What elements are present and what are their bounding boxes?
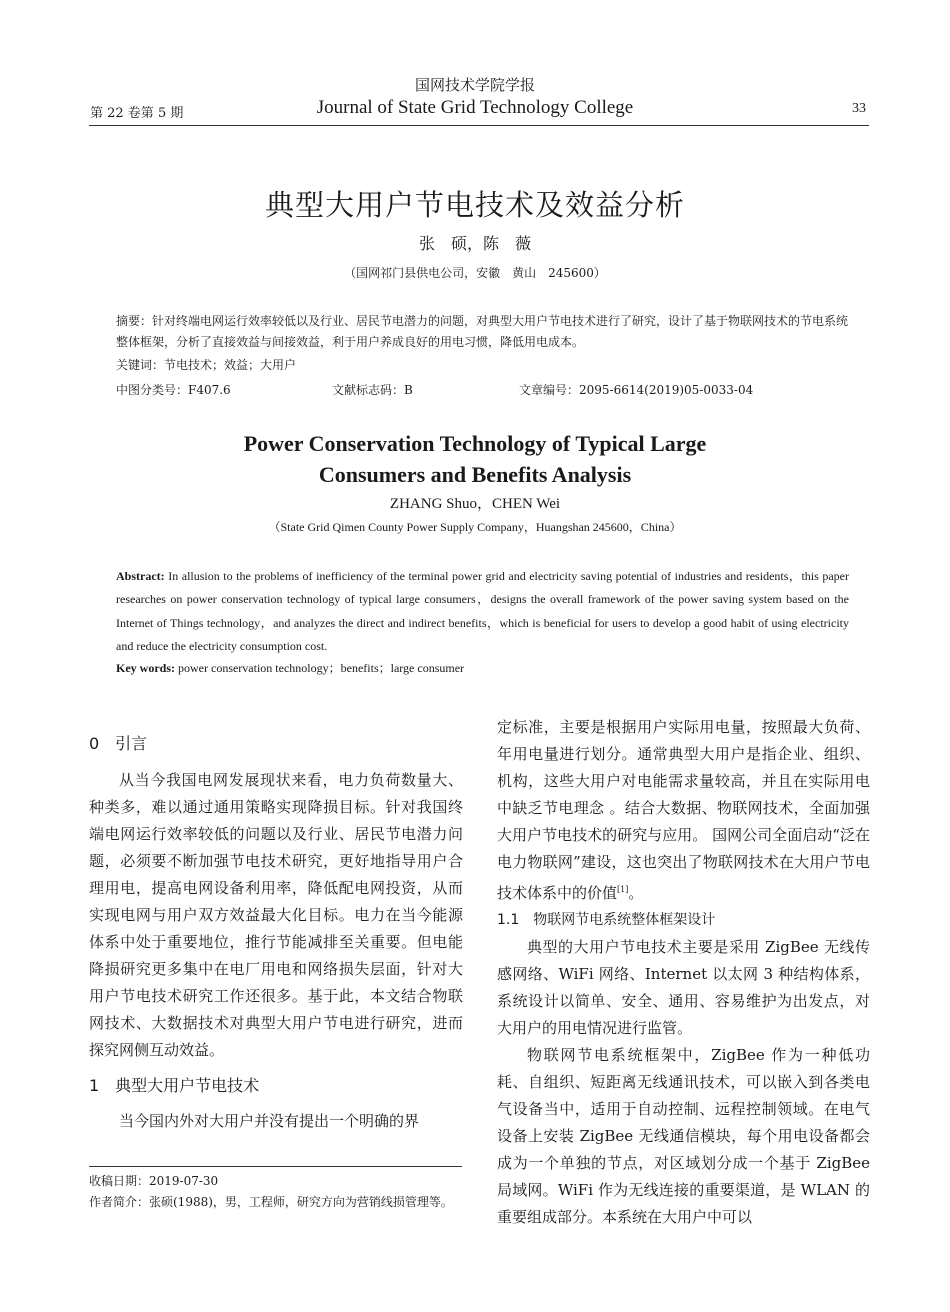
class-number: 中图分类号：F407.6	[116, 383, 231, 397]
header-rule	[89, 125, 869, 126]
right-paragraph-1	[497, 714, 870, 907]
subsection-1-1-heading: 1.1 物联网节电系统整体框架设计	[497, 912, 716, 928]
affiliation-en: （State Grid Qimen County Power Supply Company，Huangshan 245600，China）	[268, 520, 682, 534]
citation-ref: [1]	[617, 885, 629, 894]
affiliation-cn: （国网祁门县供电公司，安徽 黄山 245600）	[344, 266, 606, 280]
right-paragraph-2: 典型的大用户节电技术主要是采用 ZigBee 无线传感网络、WiFi 网络、Internet 以太网 3 种结构体系，系统设计以简单、安全、通用、容易维护为出发点，对大用户的用电情况进行监管。	[497, 938, 870, 1037]
right-paragraph-1-text: 定标准，主要是根据用户实际用电量，按照最大负荷、年用电量进行划分。通常典型大用户是指企业、组织、机构，这些大用户对电能需求量较高，并且在实际用电中缺乏节电理念 。结合大数据、物联网技术，全面加强大用户节电技术的研究与应用。 国网公司全面启动“泛在电力物联网”建设，这也突出了物联网技术在大用户节电技术体系中的价值	[497, 718, 870, 902]
abstract-en-label: Abstract:	[116, 569, 165, 583]
section-1-paragraph: 当今国内外对大用户并没有提出一个明确的界	[119, 1112, 420, 1130]
page-number: 33	[852, 101, 866, 116]
journal-title-en: Journal of State Grid Technology College	[316, 97, 634, 118]
abstract-cn: 摘要：针对终端电网运行效率较低以及行业、居民节电潜力的问题，对典型大用户节电技术进行了研究，设计了基于物联网技术的节电系统整体框架，分析了直接效益与间接效益，利于用户养成良好的用电习惯，降低用电成本。	[116, 314, 849, 349]
right-column	[497, 714, 870, 1231]
section-1-heading: 1 典型大用户节电技术	[89, 1076, 260, 1095]
right-paragraph-1-end: 。	[628, 884, 644, 902]
left-column	[89, 730, 463, 1135]
article-number: 文章编号：2095-6614(2019)05-0033-04	[519, 383, 754, 397]
keywords-en-label: Key words:	[116, 661, 175, 675]
journal-title-cn: 国网技术学院学报	[414, 76, 535, 94]
received-date: 收稿日期：2019-07-30	[89, 1174, 219, 1188]
document-code: 文献标志码：B	[332, 383, 413, 397]
right-paragraph-3: 物联网节电系统框架中，ZigBee 作为一种低功耗、自组织、短距离无线通讯技术，可以嵌入到各类电气设备当中，适用于自动控制、远程控制领域。在电气设备上安装 ZigBee 无线通信模块，每个用电设备都会成为一个单独的节点，对区域划分成一个基于 ZigBee 局域网。WiFi 作为无线连接的重要渠道，是 WLAN 的重要组成部分。本系统在大用户中可以	[497, 1046, 870, 1226]
article-title-en	[0, 428, 950, 490]
authors-cn: 张 硕，陈 薇	[418, 234, 531, 253]
keywords-cn: 关键词：节电技术；效益；大用户	[116, 358, 297, 372]
abstract-en-text: In allusion to the problems of inefficiency of the terminal power grid and electricity saving potential of industries and residents，this paper researches on power conservation technology of typical large consumers，designs the overall framework of the power saving system based on the Internet of Things technology，and analyzes the direct and indirect benefits，which is beneficial for users to develop a good habit of using electricity and reduce the electricity consumption cost.	[116, 569, 849, 653]
author-bio: 作者简介：张硕(1988)，男，工程师，研究方向为营销线损管理等。	[89, 1195, 453, 1209]
footnote-rule	[89, 1166, 462, 1167]
title-en-line2: Consumers and Benefits Analysis	[318, 462, 632, 487]
authors-en: ZHANG Shuo，CHEN Wei	[389, 496, 561, 512]
issue-label: 第 22 卷第 5 期	[90, 106, 184, 121]
keywords-en-text: power conservation technology；benefits；large consumer	[178, 661, 465, 675]
abstract-en	[116, 565, 849, 658]
section-0-heading: 0 引言	[89, 734, 148, 753]
section-0-paragraph: 从当今我国电网发展现状来看，电力负荷数量大、种类多，难以通过通用策略实现降损目标。针对我国终端电网运行效率较低的问题以及行业、居民节电潜力问题，必须要不断加强节电技术研究，更好地指导用户合理用电，提高电网设备利用率，降低配电网投资，从而实现电网与用户双方效益最大化目标。电力在当今能源体系中处于重要地位，推行节能减排至关重要。但电能降损研究更多集中在电厂用电和网络损失层面，针对大用户节电技术研究工作还很多。基于此，本文结合物联网技术、大数据技术对典型大用户节电进行研究，进而探究网侧互动效益。	[89, 771, 463, 1059]
keywords-en	[116, 659, 464, 676]
article-title-cn: 典型大用户节电技术及效益分析	[264, 188, 685, 222]
title-en-line1: Power Conservation Technology of Typical Large	[243, 431, 707, 456]
